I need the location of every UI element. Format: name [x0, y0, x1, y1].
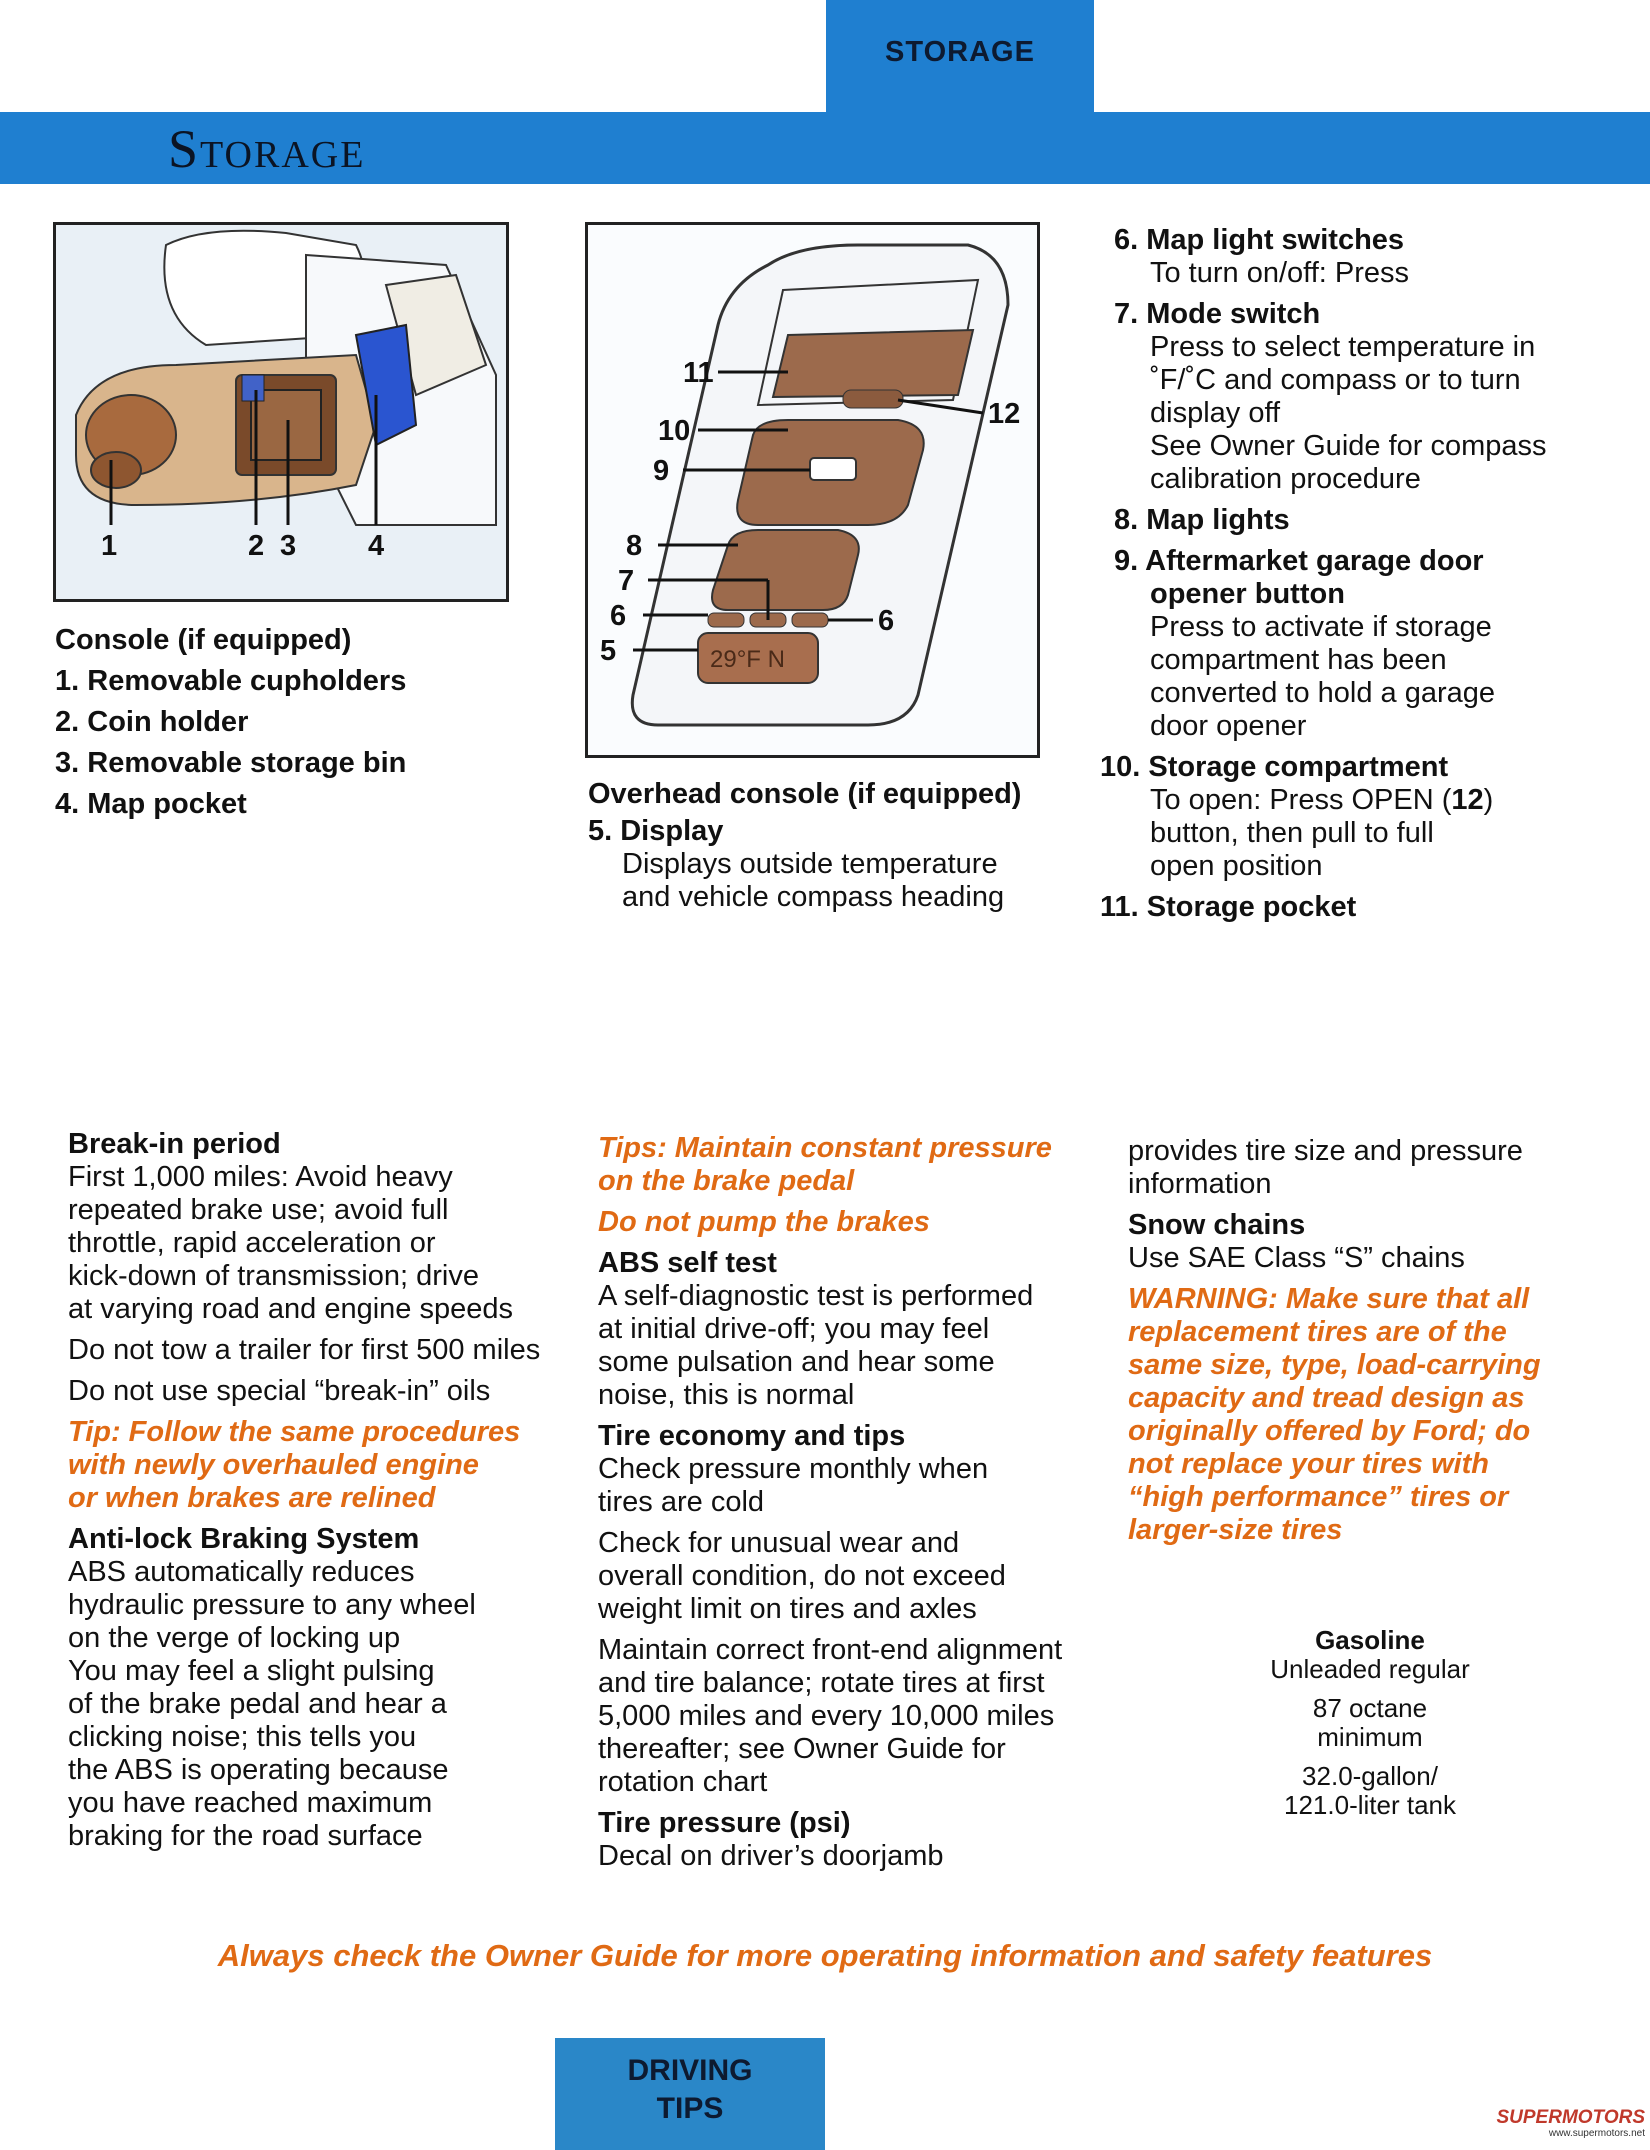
overhead-item-5-desc-2: and vehicle compass heading: [622, 881, 1005, 913]
logo-url: www.supermotors.net: [1548, 2128, 1645, 2139]
console-callout-3: 3: [280, 530, 297, 562]
abs-line-6: clicking noise; this tells you: [68, 1721, 417, 1753]
break-in-line-3: throttle, rapid acceleration or: [68, 1227, 436, 1259]
tire-p3-line-2: and tire balance; rotate tires at first: [598, 1667, 1045, 1699]
tire-p3-line-4: thereafter; see Owner Guide for: [598, 1733, 1006, 1765]
overhead-item-6-title: 6. Map light switches: [1114, 224, 1405, 256]
driving-tips-line-1: DRIVING: [627, 2054, 753, 2087]
abs-line-5: of the brake pedal and hear a: [68, 1688, 447, 1720]
tips-line-1: Tips: Maintain constant pressure: [598, 1132, 1052, 1164]
tip-line-3: or when brakes are relined: [68, 1482, 436, 1514]
abs-line-4: You may feel a slight pulsing: [68, 1655, 435, 1687]
abs-line-8: you have reached maximum: [68, 1787, 433, 1819]
overhead-callout-11: 11: [683, 357, 714, 389]
abs-test-heading: ABS self test: [598, 1247, 777, 1279]
console-item-3: 3. Removable storage bin: [55, 747, 407, 779]
tip-line-2: with newly overhauled engine: [68, 1449, 479, 1481]
break-in-line-4: kick-down of transmission; drive: [68, 1260, 479, 1292]
overhead-item-9-desc-3: converted to hold a garage: [1150, 677, 1496, 709]
overhead-callout-10: 10: [658, 415, 691, 447]
overhead-heading: Overhead console (if equipped): [588, 778, 1022, 810]
overhead-item-10-desc-1: To open: Press OPEN (12): [1150, 784, 1494, 816]
abs-test-line-1: A self-diagnostic test is performed: [598, 1280, 1034, 1312]
tire-p3-line-3: 5,000 miles and every 10,000 miles: [598, 1700, 1055, 1732]
abs-line-3: on the verge of locking up: [68, 1622, 401, 1654]
overhead-item-8-title: 8. Map lights: [1114, 504, 1290, 536]
overhead-item-11-title: 11. Storage pocket: [1100, 891, 1357, 923]
overhead-item-10-title: 10. Storage compartment: [1100, 751, 1449, 783]
abs-line-7: the ABS is operating because: [68, 1754, 449, 1786]
overhead-item-9-desc-2: compartment has been: [1150, 644, 1447, 676]
supermotors-logo: [1465, 2108, 1645, 2144]
no-pump-note: Do not pump the brakes: [598, 1206, 930, 1238]
gasoline-line-5: 121.0-liter tank: [1284, 1790, 1456, 1820]
tire-p1-line-2: tires are cold: [598, 1486, 765, 1518]
column-snow-warning: [1128, 1135, 1628, 1547]
overhead-callout-9: 9: [653, 455, 670, 487]
overhead-item-7-desc-4: See Owner Guide for compass: [1150, 430, 1547, 462]
abs-test-line-3: some pulsation and hear some: [598, 1346, 995, 1378]
warning-line-6: not replace your tires with: [1128, 1448, 1489, 1480]
gasoline-line-2: 87 octane: [1312, 1693, 1428, 1723]
overhead-callout-12: 12: [988, 398, 1021, 430]
overhead-callout-8: 8: [626, 530, 643, 562]
overhead-item-9-title-2: opener button: [1150, 578, 1345, 610]
storage-tab[interactable]: STORAGE: [826, 0, 1094, 112]
driving-tips-tab[interactable]: [555, 2038, 825, 2150]
tow-note: Do not tow a trailer for first 500 miles: [68, 1334, 541, 1366]
column-abs-tires: [598, 1132, 1118, 1873]
overhead-item-5-desc-1: Displays outside temperature: [622, 848, 998, 880]
tire-p3-line-1: Maintain correct front-end alignment: [598, 1634, 1063, 1666]
snow-heading: Snow chains: [1128, 1209, 1306, 1241]
overhead-callout-6b: 6: [878, 605, 895, 637]
tire-p2-line-1: Check for unusual wear and: [598, 1527, 960, 1559]
overhead-item-5-title: 5. Display: [588, 815, 724, 847]
console-legend: [55, 620, 535, 825]
gasoline-line-1: Unleaded regular: [1270, 1654, 1470, 1684]
console-item-1: 1. Removable cupholders: [55, 665, 407, 697]
gasoline-line-4: 32.0-gallon/: [1302, 1761, 1438, 1791]
driving-tips-line-2: TIPS: [656, 2092, 724, 2125]
overhead-item-6-desc: To turn on/off: Press: [1150, 257, 1409, 289]
gasoline-info: [1220, 1626, 1520, 1820]
overhead-display-readout: 29°F N: [710, 646, 785, 673]
tip-line-1: Tip: Follow the same procedures: [68, 1416, 521, 1448]
psi-heading: Tire pressure (psi): [598, 1807, 851, 1839]
overhead-callout-7: 7: [618, 565, 635, 597]
tire-p2-line-3: weight limit on tires and axles: [598, 1593, 977, 1625]
abs-test-line-2: at initial drive-off; you may feel: [598, 1313, 990, 1345]
warning-line-3: same size, type, load-carrying: [1128, 1349, 1541, 1381]
break-in-line-1: First 1,000 miles: Avoid heavy: [68, 1161, 453, 1193]
console-item-2: 2. Coin holder: [55, 706, 249, 738]
warning-line-5: originally offered by Ford; do: [1128, 1415, 1531, 1447]
overhead-item-7-title: 7. Mode switch: [1114, 298, 1321, 330]
break-in-heading: Break-in period: [68, 1128, 281, 1160]
console-callout-1: 1: [101, 530, 118, 562]
console-callout-4: 4: [368, 530, 385, 562]
overhead-item-9-desc-4: door opener: [1150, 710, 1307, 742]
console-callout-2: 2: [248, 530, 265, 562]
abs-line-1: ABS automatically reduces: [68, 1556, 415, 1588]
cont-line-1: provides tire size and pressure: [1128, 1135, 1523, 1167]
overhead-console-drawing: [588, 225, 1037, 755]
console-heading: Console (if equipped): [55, 624, 352, 656]
warning-line-1: WARNING: Make sure that all: [1128, 1283, 1530, 1315]
tire-p3-line-5: rotation chart: [598, 1766, 768, 1798]
warning-line-7: “high performance” tires or: [1128, 1481, 1509, 1513]
column-break-in: [68, 1128, 588, 1853]
owner-guide-note: Always check the Owner Guide for more operating information and safety features: [217, 1938, 1433, 1973]
warning-line-2: replacement tires are of the: [1128, 1316, 1507, 1348]
logo-wordmark: SUPERMOTORS: [1496, 2107, 1645, 2128]
abs-line-9: braking for the road surface: [68, 1820, 423, 1852]
overhead-item-10-desc-2: button, then pull to full: [1150, 817, 1434, 849]
warning-line-8: larger-size tires: [1128, 1514, 1343, 1546]
overhead-callout-6a: 6: [610, 600, 627, 632]
snow-line: Use SAE Class “S” chains: [1128, 1242, 1465, 1274]
overhead-legend: [588, 778, 1088, 914]
console-item-4: 4. Map pocket: [55, 788, 247, 820]
page-title: Storage: [168, 119, 366, 179]
abs-heading: Anti-lock Braking System: [68, 1523, 420, 1555]
abs-line-2: hydraulic pressure to any wheel: [68, 1589, 476, 1621]
abs-test-line-4: noise, this is normal: [598, 1379, 855, 1411]
overhead-callout-5: 5: [600, 635, 617, 667]
console-drawing: [56, 225, 506, 599]
overhead-item-7-desc-1: Press to select temperature in: [1150, 331, 1536, 363]
overhead-item-9-title-1: 9. Aftermarket garage door: [1114, 545, 1484, 577]
break-in-line-5: at varying road and engine speeds: [68, 1293, 513, 1325]
overhead-item-7-desc-2: ˚F/˚C and compass or to turn: [1150, 364, 1521, 396]
break-in-line-2: repeated brake use; avoid full: [68, 1194, 449, 1226]
oils-note: Do not use special “break-in” oils: [68, 1375, 491, 1407]
overhead-item-9-desc-1: Press to activate if storage: [1150, 611, 1492, 643]
overhead-item-10-desc-3: open position: [1150, 850, 1323, 882]
overhead-legend-right: [1100, 224, 1620, 924]
console-illustration: [53, 222, 509, 602]
gasoline-line-3: minimum: [1317, 1722, 1423, 1752]
tire-p2-line-2: overall condition, do not exceed: [598, 1560, 1006, 1592]
overhead-item-7-desc-3: display off: [1150, 397, 1281, 429]
tire-p1-line-1: Check pressure monthly when: [598, 1453, 989, 1485]
psi-line: Decal on driver’s doorjamb: [598, 1840, 944, 1872]
gasoline-heading: Gasoline: [1315, 1625, 1425, 1655]
overhead-console-illustration: [585, 222, 1040, 758]
warning-line-4: capacity and tread design as: [1128, 1382, 1525, 1414]
cont-line-2: information: [1128, 1168, 1272, 1200]
tire-heading: Tire economy and tips: [598, 1420, 906, 1452]
tips-line-2: on the brake pedal: [598, 1165, 855, 1197]
overhead-item-7-desc-5: calibration procedure: [1150, 463, 1421, 495]
